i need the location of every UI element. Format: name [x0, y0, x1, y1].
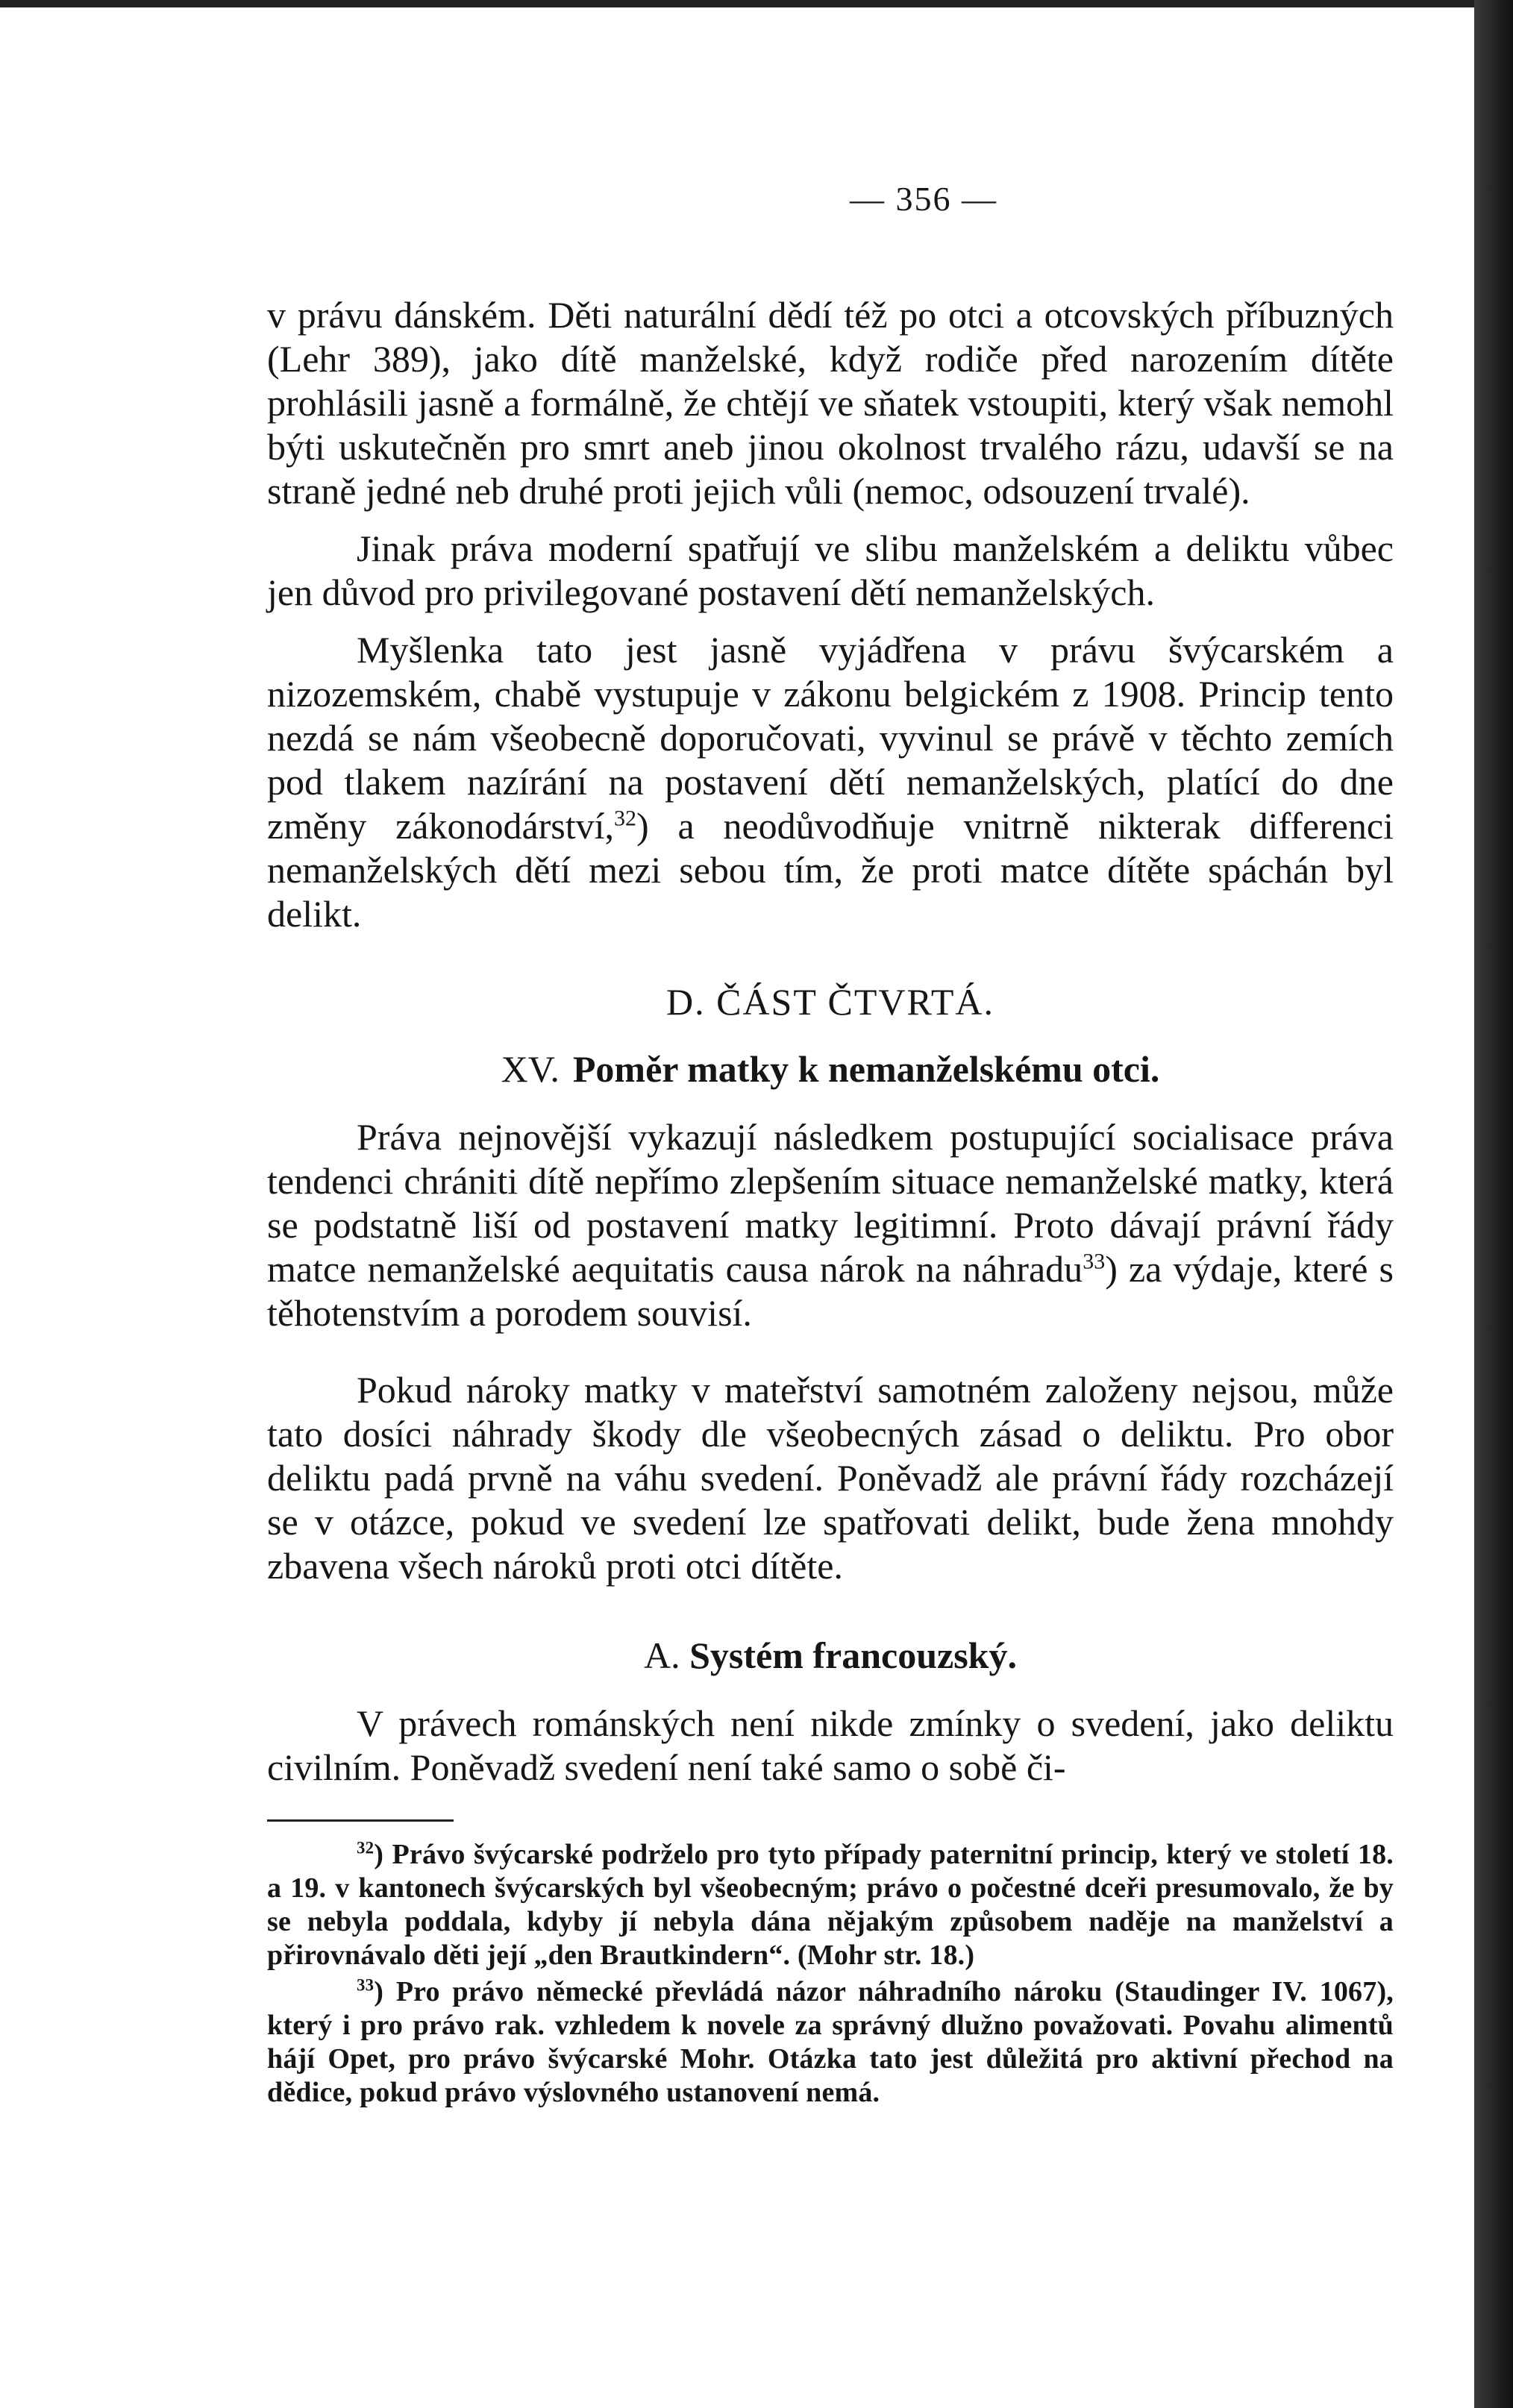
section-heading: [267, 1633, 1394, 1678]
chapter-number: XV.: [501, 1048, 560, 1090]
chapter-heading: [267, 1047, 1394, 1091]
book-page: [267, 179, 1394, 2110]
footnote-mark: 32: [357, 1838, 375, 1857]
footnote: $^{32}$) Právo švýcarské podrželo pro tyto případy paternitní princip, který ve století 18. a 19. v kantonech švýcarských byl všeobecným; právo o počestné dceři presumovalo, že by se nebyla poddala, kdyby jí nebyla dána nějakým způsobem naděje na manželství a přirovnávalo děti její „den Brautkindern“. (Mohr str. 18.): [267, 1838, 1394, 1971]
paragraph: Pokud nároky matky v mateřství samotném založeny nejsou, může tato dosíci náhrady škody dle všeobecných zásad o deliktu. Pro obor deliktu padá prvně na váhu svedení. Poněvadž ale právní řády rozcházejí se v otázce, pokud ve svedení lze spatřovati delikt, bude žena mnohdy zbavena všech nároků proti otci dítěte.: [267, 1369, 1394, 1587]
footnote-separator: [267, 1819, 454, 1822]
footnotes: [267, 1838, 1394, 2110]
footnote: $^{33}$) Pro právo německé převládá názor náhradního nároku (Staudinger IV. 1067), který i pro právo rak. vzhledem k novele za správný dlužno považovati. Povahu alimentů hájí Opet, pro právo švýcarské Mohr. Otázka tato jest důležitá pro aktivní přechod na dědice, pokud právo výslovného ustanovení nemá.: [267, 1975, 1394, 2108]
paragraph: Jinak práva moderní spatřují ve slibu manželském a deliktu vůbec jen důvod pro privilegované postavení dětí nemanželských.: [267, 527, 1394, 613]
scan-border-right: [1474, 0, 1513, 2408]
footnote-ref: 32: [614, 806, 637, 831]
part-heading: D. ČÁST ČTVRTÁ.: [665, 981, 994, 1023]
section-text: [267, 1702, 1394, 1790]
paragraph: Myšlenka tato jest jasně vyjádřena v právu švýcarském a nizozemském, chabě vystupuje v zákonu belgickém z 1908. Princip tento nezdá se nám všeobecně doporučovati, vyvinul se právě v těchto zemích pod tlakem nazírání na postavení dětí nemanželských, platící do dne změny zákonodárství,$^{32}$) a neodůvodňuje vnitrně nikterak differenci nemanželských dětí mezi sebou tím, že proti matce dítěte spáchán byl delikt.: [267, 629, 1394, 935]
scan-border-top: [0, 0, 1474, 7]
page-number: — 356 —: [850, 180, 997, 218]
chapter-text: [267, 1115, 1394, 1588]
chapter-title: Poměr matky k nemanželskému otci.: [572, 1048, 1160, 1090]
paragraph: V právech románských není nikde zmínky o svedení, jako deliktu civilním. Poněvadž svedení není také samo o sobě či-: [267, 1702, 1394, 1788]
paragraph: v právu dánském. Děti naturální dědí též po otci a otcovských příbuzných (Lehr 389), jako dítě manželské, když rodiče před narozením dítěte prohlásili jasně a formálně, že chtějí ve sňatek vstoupiti, který však nemohl býti uskutečněn pro smrt aneb jinou okolnost trvalého rázu, udavší se na straně jedné neb druhé proti jejich vůli (nemoc, odsouzení trvalé).: [267, 294, 1394, 512]
paragraph: Práva nejnovější vykazují následkem postupující socialisace práva tendenci chrániti dítě nepřímo zlepšením situace nemanželské matky, která se podstatně liší od postavení matky legitimní. Proto dávají právní řády matce nemanželské aequitatis causa nárok na náhradu$^{33}$) za výdaje, které s těhotenstvím a porodem souvisí.: [267, 1116, 1394, 1334]
intro-text: [267, 293, 1394, 936]
section-letter: A.: [644, 1634, 680, 1676]
section-title: Systém francouzský.: [689, 1634, 1017, 1676]
footnote-ref: 33: [1083, 1249, 1106, 1274]
footnote-mark: 33: [357, 1975, 375, 1995]
